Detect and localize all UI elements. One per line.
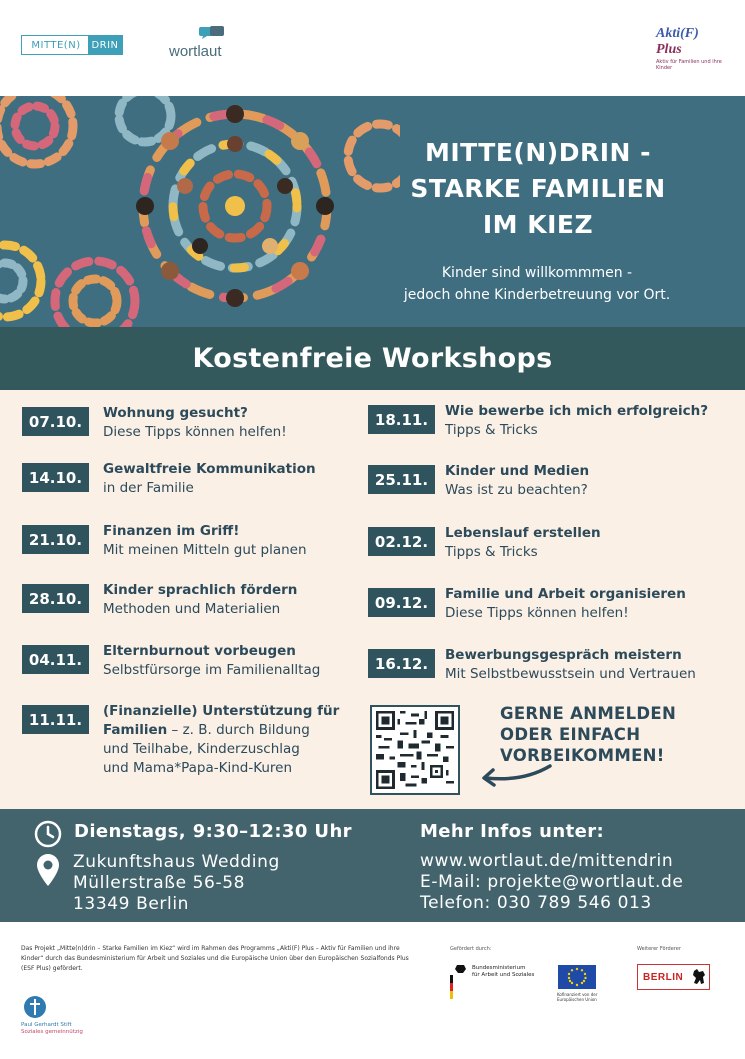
bmas-line: für Arbeit und Soziales	[472, 972, 535, 978]
workshop-title: Bewerbungsgespräch meistern	[445, 647, 682, 663]
contact-details	[420, 851, 684, 914]
workshop-date: 25.11.	[368, 465, 435, 494]
workshop-subtitle: Mit meinen Mitteln gut planen	[103, 542, 307, 558]
workshop-date: 02.12.	[368, 527, 435, 556]
aktif-subtext: Aktiv für Familien und ihre Kinder	[656, 59, 722, 71]
wortlaut-logo-text: wortlaut	[169, 43, 222, 60]
workshop-item	[368, 649, 696, 684]
eu-line: Kofinanziert von der	[557, 992, 598, 997]
workshop-subtitle: und Teilhabe, Kinderzuschlag	[103, 741, 300, 757]
further-funder-label: Weiterer Förderer	[637, 946, 681, 952]
website-link[interactable]: www.wortlaut.de/mittendrin	[420, 851, 674, 871]
hero-title-line: IM KIEZ	[482, 210, 594, 239]
workshops-heading: Kostenfreie Workshops	[192, 343, 553, 374]
workshop-subtitle: Was ist zu beachten?	[445, 482, 588, 498]
workshop-subtitle: Diese Tipps können helfen!	[103, 424, 287, 440]
funded-by-label: Gefördert durch:	[450, 946, 492, 952]
berlin-logo	[637, 964, 710, 990]
workshop-title: Familie und Arbeit organisieren	[445, 586, 686, 602]
hero-title-line: MITTE(N)DRIN -	[424, 138, 652, 167]
paul-line: Paul Gerhardt Stift	[21, 1022, 72, 1028]
workshop-item	[22, 645, 320, 680]
workshop-date: 18.11.	[368, 405, 435, 434]
circle-of-people-illustration	[0, 96, 400, 327]
workshop-item	[22, 463, 316, 498]
bmas-logo	[450, 963, 540, 1001]
workshop-subtitle: und Mama*Papa-Kind-Kuren	[103, 760, 293, 776]
workshop-item	[368, 405, 708, 440]
wortlaut-logo	[169, 26, 239, 66]
workshop-title: Gewaltfreie Kommunikation	[103, 461, 316, 477]
paul-gerhardt-logo	[21, 995, 101, 1040]
hero-subtitle	[372, 262, 702, 306]
workshop-date: 14.10.	[22, 463, 89, 492]
paul-gerhardt-emblem-icon	[23, 995, 47, 1019]
hero-title-line: STARKE FAMILIEN	[410, 174, 666, 203]
curved-arrow-icon	[478, 758, 556, 788]
qr-code-icon	[376, 711, 454, 789]
eu-flag-icon	[558, 965, 596, 989]
address-line: Zukunftshaus Wedding	[73, 852, 280, 872]
workshops-heading-band	[0, 327, 745, 390]
berlin-bear-icon	[691, 968, 707, 986]
eu-line: Europäischen Union	[557, 997, 597, 1002]
funding-notice: Das Projekt „Mitte(n)drin – Starke Familien im Kiez“ wird im Rahmen des Programms „Akti(F) Plus – Aktiv für Familien und ihre Kinder“ durch das Bundesministerium für Arbeit und Soziales und die Europäische Union über den Europäischen Sozialfonds Plus (ESF Plus) gefördert.	[21, 945, 409, 972]
workshop-title: Wohnung gesucht?	[103, 405, 248, 421]
eu-logo	[557, 965, 597, 1005]
workshop-item	[22, 525, 307, 560]
workshop-date: 21.10.	[22, 525, 89, 554]
workshop-subtitle: Mit Selbstbewusstsein und Vertrauen	[445, 666, 696, 682]
clock-icon	[34, 820, 62, 848]
workshop-item	[368, 588, 686, 623]
location-pin-icon	[37, 854, 59, 886]
address-line: Müllerstraße 56-58	[73, 873, 246, 893]
workshop-item	[22, 584, 297, 619]
workshop-date: 16.12.	[368, 649, 435, 678]
event-address	[73, 852, 280, 915]
hero-subtitle-line: Kinder sind willkommmen -	[441, 265, 633, 281]
workshop-subtitle: in der Familie	[103, 480, 194, 496]
call-to-action	[500, 703, 690, 766]
workshop-title: Finanzen im Griff!	[103, 523, 240, 539]
hero-subtitle-line: jedoch ohne Kinderbetreuung vor Ort.	[403, 287, 671, 303]
berlin-text: BERLIN	[643, 971, 684, 983]
qr-code[interactable]	[370, 705, 460, 795]
phone-link[interactable]: Telefon: 030 789 546 013	[420, 893, 652, 913]
workshop-title: Elternburnout vorbeugen	[103, 643, 296, 659]
more-info-heading: Mehr Infos unter:	[420, 821, 605, 842]
address-line: 13349 Berlin	[73, 894, 190, 914]
aktif-plus-logo	[656, 26, 726, 71]
workshop-date: 11.11.	[22, 705, 89, 734]
bmas-line: Bundesministerium	[472, 965, 526, 971]
workshop-subtitle: Tipps & Tricks	[445, 422, 538, 438]
cta-line: VORBEIKOMMEN!	[500, 746, 665, 765]
workshop-title: Wie bewerbe ich mich erfolgreich?	[445, 403, 709, 419]
workshop-date: 07.10.	[22, 407, 89, 436]
workshop-subtitle: Diese Tipps können helfen!	[445, 605, 629, 621]
federal-eagle-icon	[450, 963, 470, 1001]
workshop-date: 04.11.	[22, 645, 89, 674]
email-link[interactable]: E-Mail: projekte@wortlaut.de	[420, 872, 684, 892]
event-datetime: Dienstags, 9:30–12:30 Uhr	[74, 821, 352, 842]
workshop-subtitle: Selbstfürsorge im Familienalltag	[103, 662, 321, 678]
workshop-item	[368, 527, 601, 562]
aktif-text: Akti(F)	[656, 26, 699, 41]
hero-banner	[0, 96, 745, 327]
cta-line: GERNE ANMELDEN	[500, 704, 677, 723]
workshop-item	[22, 705, 339, 778]
cta-line: ODER EINFACH	[500, 725, 641, 744]
logo-text-right: DRIN	[88, 36, 122, 54]
workshop-date: 09.12.	[368, 588, 435, 617]
workshop-title-cont: Familien	[103, 722, 168, 738]
logo-text-left: MITTE(N)	[31, 39, 81, 51]
workshop-title: Lebenslauf erstellen	[445, 525, 601, 541]
workshop-item	[22, 407, 287, 442]
workshop-subtitle-inline: – z. B. durch Bildung	[167, 722, 310, 738]
workshop-title: (Finanzielle) Unterstützung für	[103, 703, 340, 719]
workshop-subtitle: Tipps & Tricks	[445, 544, 538, 560]
workshop-date: 28.10.	[22, 584, 89, 613]
workshop-title: Kinder und Medien	[445, 463, 590, 479]
workshop-item	[368, 465, 589, 500]
aktif-plus-text: Plus	[656, 42, 682, 57]
mittendrin-logo	[21, 35, 123, 55]
workshop-title: Kinder sprachlich fördern	[103, 582, 298, 598]
speech-bubble-icon	[199, 26, 225, 39]
paul-line: Soziales gemeinnützig	[21, 1029, 83, 1035]
hero-title	[388, 135, 688, 243]
workshop-subtitle: Methoden und Materialien	[103, 601, 281, 617]
info-section	[0, 809, 745, 922]
